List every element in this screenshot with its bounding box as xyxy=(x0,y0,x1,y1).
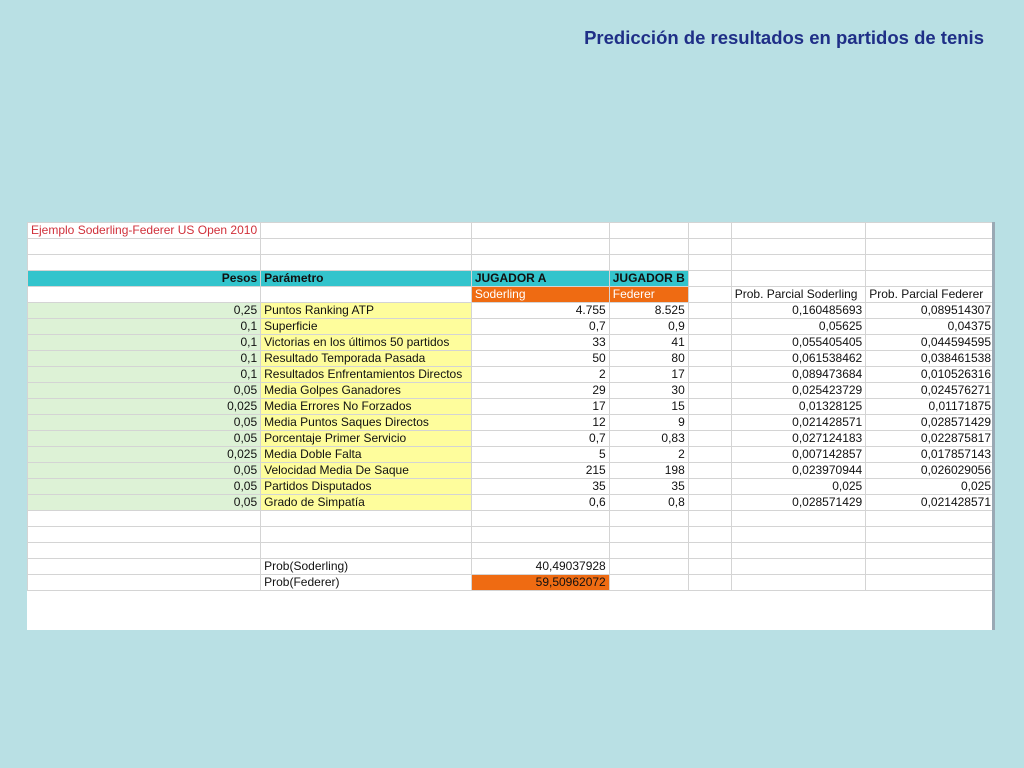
player-a-value[interactable]: 5 xyxy=(471,447,609,463)
prob-a-header[interactable]: Prob. Parcial Soderling xyxy=(731,287,865,303)
player-b-value[interactable]: 8.525 xyxy=(609,303,688,319)
player-a-value[interactable]: 2 xyxy=(471,367,609,383)
peso-cell[interactable]: 0,05 xyxy=(28,431,261,447)
empty-row xyxy=(28,511,995,527)
player-a-value[interactable]: 0,7 xyxy=(471,319,609,335)
prob-a-value[interactable]: 0,007142857 xyxy=(731,447,865,463)
param-cell[interactable]: Partidos Disputados xyxy=(261,479,472,495)
sheet-edge xyxy=(992,222,995,630)
spreadsheet xyxy=(27,222,995,630)
peso-cell[interactable]: 0,025 xyxy=(28,447,261,463)
prob-a-value[interactable]: 0,061538462 xyxy=(731,351,865,367)
peso-cell[interactable]: 0,1 xyxy=(28,351,261,367)
prob-b-value[interactable]: 0,025 xyxy=(866,479,995,495)
prob-a-value[interactable]: 0,160485693 xyxy=(731,303,865,319)
player-b-value[interactable]: 2 xyxy=(609,447,688,463)
empty-row xyxy=(28,543,995,559)
param-cell[interactable]: Grado de Simpatía xyxy=(261,495,472,511)
param-cell[interactable]: Victorias en los últimos 50 partidos xyxy=(261,335,472,351)
header-pesos[interactable]: Pesos xyxy=(28,271,261,287)
player-a-value[interactable]: 35 xyxy=(471,479,609,495)
peso-cell[interactable]: 0,05 xyxy=(28,479,261,495)
prob-b-value[interactable]: 0,04375 xyxy=(866,319,995,335)
prob-a-value[interactable]: 0,089473684 xyxy=(731,367,865,383)
table-row xyxy=(28,447,995,463)
peso-cell[interactable]: 0,1 xyxy=(28,319,261,335)
prob-a-value[interactable]: 0,028571429 xyxy=(731,495,865,511)
player-b-value[interactable]: 0,83 xyxy=(609,431,688,447)
prob-b-value[interactable]: 0,044594595 xyxy=(866,335,995,351)
param-cell[interactable]: Media Golpes Ganadores xyxy=(261,383,472,399)
player-a-value[interactable]: 29 xyxy=(471,383,609,399)
empty-row xyxy=(28,239,995,255)
param-cell[interactable]: Media Doble Falta xyxy=(261,447,472,463)
prob-a-value[interactable]: 0,025 xyxy=(731,479,865,495)
param-cell[interactable]: Resultado Temporada Pasada xyxy=(261,351,472,367)
param-cell[interactable]: Media Puntos Saques Directos xyxy=(261,415,472,431)
table-row xyxy=(28,479,995,495)
prob-b-value[interactable]: 0,021428571 xyxy=(866,495,995,511)
prob-a-value[interactable]: 0,055405405 xyxy=(731,335,865,351)
table-row xyxy=(28,495,995,511)
prob-federer-row xyxy=(28,575,995,591)
prob-a-value[interactable]: 0,021428571 xyxy=(731,415,865,431)
player-a-value[interactable]: 33 xyxy=(471,335,609,351)
prob-federer-value[interactable]: 59,50962072 xyxy=(471,575,609,591)
table-row xyxy=(28,383,995,399)
prob-b-value[interactable]: 0,024576271 xyxy=(866,383,995,399)
header-jugador-b[interactable]: JUGADOR B xyxy=(609,271,688,287)
player-b-value[interactable]: 30 xyxy=(609,383,688,399)
player-b-value[interactable]: 15 xyxy=(609,399,688,415)
prob-soderling-value[interactable]: 40,49037928 xyxy=(471,559,609,575)
data-table xyxy=(27,222,995,591)
table-row xyxy=(28,463,995,479)
player-b-value[interactable]: 9 xyxy=(609,415,688,431)
slide-title: Predicción de resultados en partidos de tenis xyxy=(584,27,984,48)
player-b-value[interactable]: 35 xyxy=(609,479,688,495)
player-a-name[interactable]: Soderling xyxy=(471,287,609,303)
prob-soderling-label[interactable]: Prob(Soderling) xyxy=(261,559,472,575)
player-a-value[interactable]: 17 xyxy=(471,399,609,415)
player-a-value[interactable]: 0,7 xyxy=(471,431,609,447)
empty-row xyxy=(28,255,995,271)
table-row xyxy=(28,431,995,447)
table-row xyxy=(28,351,995,367)
player-b-value[interactable]: 80 xyxy=(609,351,688,367)
player-a-value[interactable]: 4.755 xyxy=(471,303,609,319)
param-cell[interactable]: Puntos Ranking ATP xyxy=(261,303,472,319)
prob-b-value[interactable]: 0,017857143 xyxy=(866,447,995,463)
table-row xyxy=(28,367,995,383)
prob-a-value[interactable]: 0,01328125 xyxy=(731,399,865,415)
peso-cell[interactable]: 0,05 xyxy=(28,463,261,479)
peso-cell[interactable]: 0,1 xyxy=(28,335,261,351)
table-row xyxy=(28,399,995,415)
prob-a-value[interactable]: 0,025423729 xyxy=(731,383,865,399)
prob-b-value[interactable]: 0,01171875 xyxy=(866,399,995,415)
header-jugador-a[interactable]: JUGADOR A xyxy=(471,271,609,287)
table-row xyxy=(28,415,995,431)
player-a-value[interactable]: 12 xyxy=(471,415,609,431)
peso-cell[interactable]: 0,25 xyxy=(28,303,261,319)
sheet-title[interactable]: Ejemplo Soderling-Federer US Open 2010 xyxy=(28,223,261,239)
prob-b-value[interactable]: 0,022875817 xyxy=(866,431,995,447)
player-b-value[interactable]: 0,9 xyxy=(609,319,688,335)
player-row xyxy=(28,287,995,303)
peso-cell[interactable]: 0,025 xyxy=(28,399,261,415)
peso-cell[interactable]: 0,05 xyxy=(28,383,261,399)
peso-cell[interactable]: 0,05 xyxy=(28,415,261,431)
param-cell[interactable]: Media Errores No Forzados xyxy=(261,399,472,415)
player-b-value[interactable]: 17 xyxy=(609,367,688,383)
title-row xyxy=(28,223,995,239)
prob-b-header[interactable]: Prob. Parcial Federer xyxy=(866,287,995,303)
table-row xyxy=(28,319,995,335)
player-a-value[interactable]: 215 xyxy=(471,463,609,479)
prob-a-value[interactable]: 0,027124183 xyxy=(731,431,865,447)
prob-a-value[interactable]: 0,05625 xyxy=(731,319,865,335)
header-row xyxy=(28,271,995,287)
param-cell[interactable]: Porcentaje Primer Servicio xyxy=(261,431,472,447)
prob-b-value[interactable]: 0,026029056 xyxy=(866,463,995,479)
player-b-name[interactable]: Federer xyxy=(609,287,688,303)
param-cell[interactable]: Resultados Enfrentamientos Directos xyxy=(261,367,472,383)
peso-cell[interactable]: 0,05 xyxy=(28,495,261,511)
player-b-value[interactable]: 198 xyxy=(609,463,688,479)
prob-federer-label[interactable]: Prob(Federer) xyxy=(261,575,472,591)
prob-soderling-row xyxy=(28,559,995,575)
prob-b-value[interactable]: 0,028571429 xyxy=(866,415,995,431)
player-a-value[interactable]: 50 xyxy=(471,351,609,367)
player-a-value[interactable]: 0,6 xyxy=(471,495,609,511)
peso-cell[interactable]: 0,1 xyxy=(28,367,261,383)
prob-a-value[interactable]: 0,023970944 xyxy=(731,463,865,479)
prob-b-value[interactable]: 0,010526316 xyxy=(866,367,995,383)
prob-b-value[interactable]: 0,089514307 xyxy=(866,303,995,319)
player-b-value[interactable]: 0,8 xyxy=(609,495,688,511)
table-row xyxy=(28,335,995,351)
header-parametro[interactable]: Parámetro xyxy=(261,271,472,287)
empty-row xyxy=(28,527,995,543)
prob-b-value[interactable]: 0,038461538 xyxy=(866,351,995,367)
param-cell[interactable]: Velocidad Media De Saque xyxy=(261,463,472,479)
table-row xyxy=(28,303,995,319)
player-b-value[interactable]: 41 xyxy=(609,335,688,351)
param-cell[interactable]: Superficie xyxy=(261,319,472,335)
